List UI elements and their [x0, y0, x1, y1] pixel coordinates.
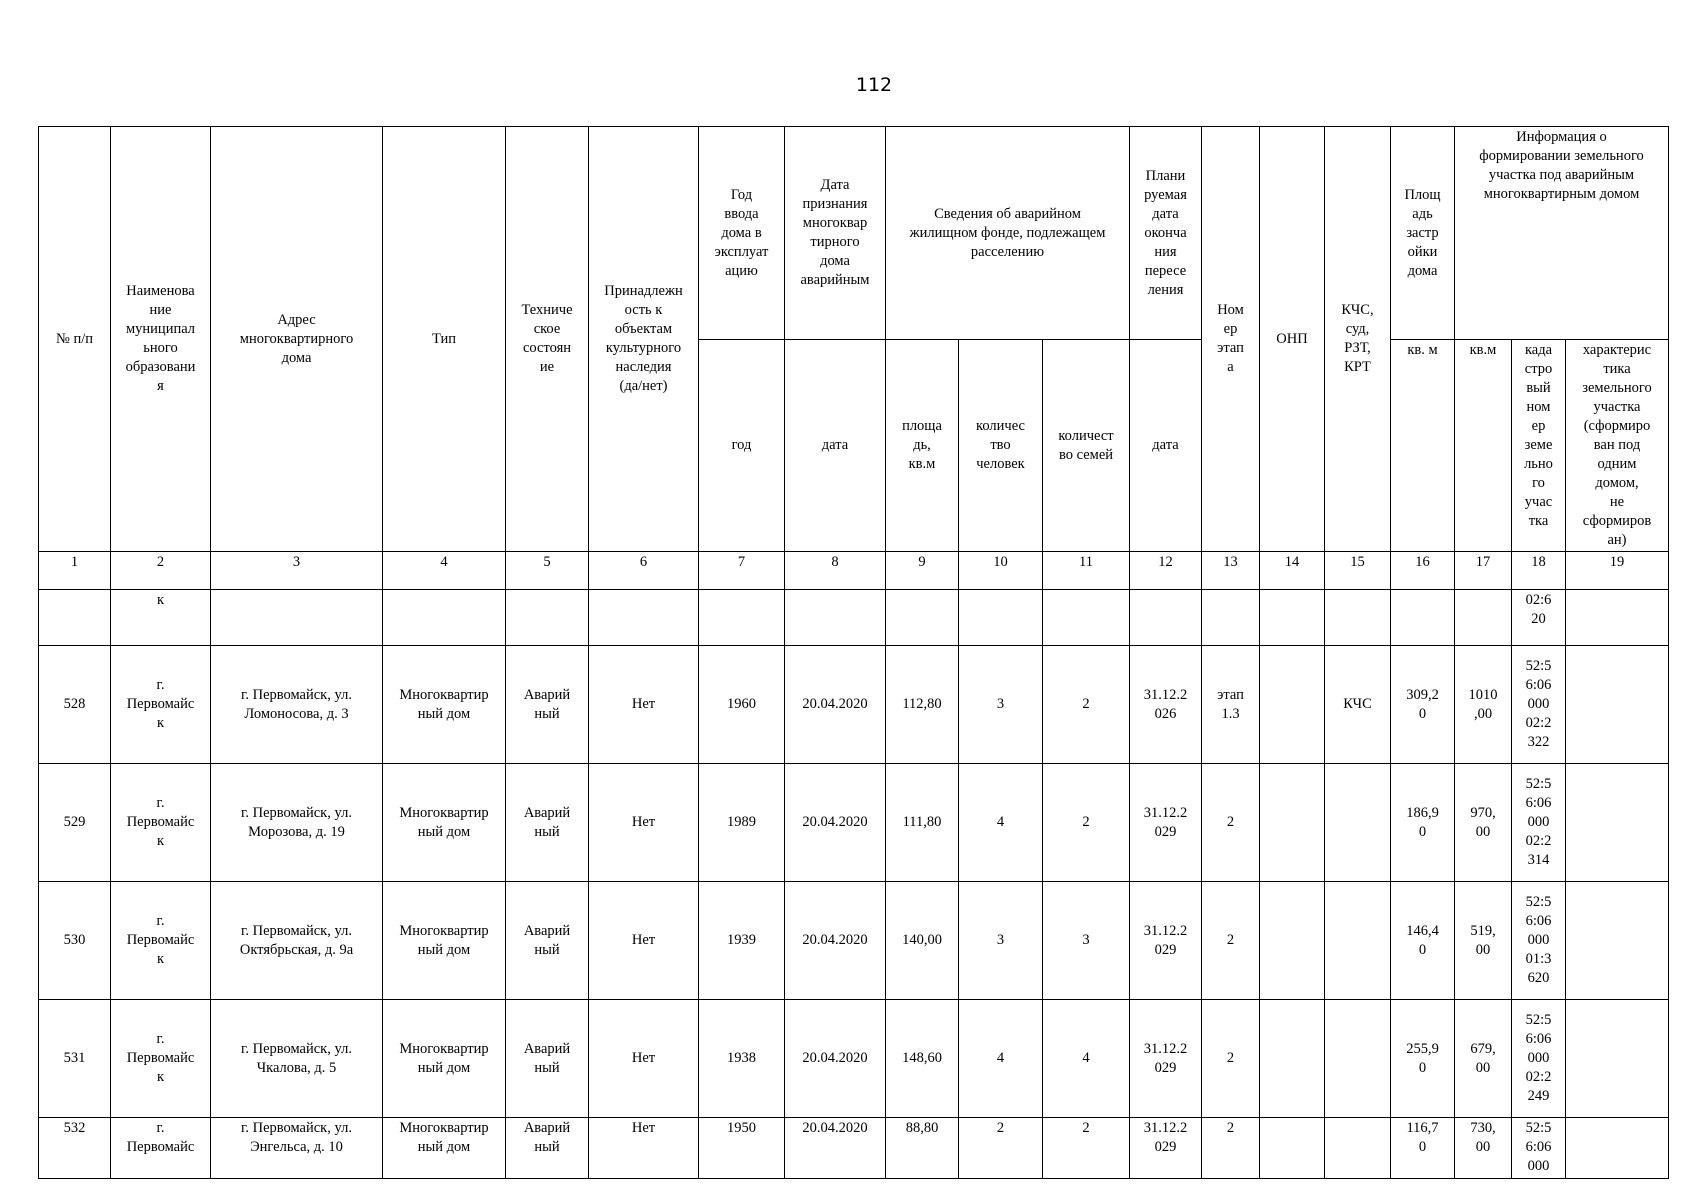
column-number: 9 [886, 552, 959, 590]
page-number: 112 [855, 74, 893, 96]
cell-heritage: Нет [589, 1000, 699, 1118]
cell-heritage: Нет [589, 764, 699, 882]
cell-families: 3 [1043, 882, 1130, 1000]
cell-area: 140,00 [886, 882, 959, 1000]
cell-type: Многоквартир ный дом [383, 1118, 506, 1179]
column-number: 11 [1043, 552, 1130, 590]
cell-address: г. Первомайск, ул. Чкалова, д. 5 [211, 1000, 383, 1118]
table-row [39, 1118, 1669, 1179]
header-commissioning-year: Год ввода дома в эксплуат ацию [699, 127, 785, 340]
cell-address: г. Первомайск, ул. Морозова, д. 19 [211, 764, 383, 882]
cell-onp [1260, 1118, 1325, 1179]
header-municipality: Наименова ние муниципал ьного образовани я [111, 127, 211, 552]
header-land-plot-group: Информация о формировании земельного участка под аварийным многоквартирным домом [1455, 127, 1669, 340]
cell-cadastral: 52:5 6:06 000 02:2 249 [1512, 1000, 1566, 1118]
cell-kchs [1325, 882, 1391, 1000]
column-number: 5 [506, 552, 589, 590]
cell-planned-date: 31.12.2 029 [1130, 882, 1202, 1000]
cell-year: 1939 [699, 882, 785, 1000]
cell-municipality: г. Первомайс [111, 1118, 211, 1179]
cell-families: 2 [1043, 764, 1130, 882]
cell-stage: этап 1.3 [1202, 646, 1260, 764]
cell-built-area: 309,2 0 [1391, 646, 1455, 764]
column-number: 15 [1325, 552, 1391, 590]
cell-planned-date: 31.12.2 029 [1130, 1118, 1202, 1179]
cell-kchs [1325, 1118, 1391, 1179]
cell-address: г. Первомайск, ул. Ломоносова, д. 3 [211, 646, 383, 764]
column-number: 17 [1455, 552, 1512, 590]
cell-planned-date: 31.12.2 029 [1130, 1000, 1202, 1118]
cell-year: 1950 [699, 1118, 785, 1179]
cell-area: 111,80 [886, 764, 959, 882]
column-number: 10 [959, 552, 1043, 590]
cell-plot-char [1566, 1000, 1669, 1118]
cell-type: Многоквартир ный дом [383, 646, 506, 764]
table-row [39, 882, 1669, 1000]
cell-persons: 4 [959, 1000, 1043, 1118]
header-address: Адрес многоквартирного дома [211, 127, 383, 552]
cell-recognized: 20.04.2020 [785, 1000, 886, 1118]
header-type: Тип [383, 127, 506, 552]
cell-persons: 2 [959, 1118, 1043, 1179]
cell-num: 529 [39, 764, 111, 882]
cell-stage: 2 [1202, 1118, 1260, 1179]
column-number: 14 [1260, 552, 1325, 590]
cell-year: 1989 [699, 764, 785, 882]
cell-kchs [1325, 764, 1391, 882]
cell-built-area: 116,7 0 [1391, 1118, 1455, 1179]
column-number: 13 [1202, 552, 1260, 590]
column-number: 16 [1391, 552, 1455, 590]
cell-plot-area: 1010 ,00 [1455, 646, 1512, 764]
column-number: 3 [211, 552, 383, 590]
cell-type: Многоквартир ный дом [383, 764, 506, 882]
cell-plot-char [1566, 1118, 1669, 1179]
column-number: 2 [111, 552, 211, 590]
subheader-area: площа дь, кв.м [886, 340, 959, 552]
header-heritage: Принадлежн ость к объектам культурного наследия (да/нет) [589, 127, 699, 552]
cell-type: Многоквартир ный дом [383, 1000, 506, 1118]
cell-plot-char [1566, 882, 1669, 1000]
cell-condition: Аварий ный [506, 646, 589, 764]
cell-onp [1260, 646, 1325, 764]
subheader-built-area-unit: кв. м [1391, 340, 1455, 552]
column-numbers-row [39, 552, 1669, 590]
header-recognition-date: Дата признания многоквар тирного дома аварийным [785, 127, 886, 340]
column-number: 18 [1512, 552, 1566, 590]
column-number: 6 [589, 552, 699, 590]
emergency-housing-table [38, 126, 1669, 1179]
cell-plot-area: 970, 00 [1455, 764, 1512, 882]
cell-condition: Аварий ный [506, 1118, 589, 1179]
header-planned-date: Плани руемая дата оконча ния пересе ления [1130, 127, 1202, 340]
table-row [39, 764, 1669, 882]
cell-plot-area: 730, 00 [1455, 1118, 1512, 1179]
subheader-planned-date: дата [1130, 340, 1202, 552]
cell-condition: Аварий ный [506, 764, 589, 882]
cell-cadastral: 52:5 6:06 000 [1512, 1118, 1566, 1179]
column-number: 7 [699, 552, 785, 590]
subheader-families: количест во семей [1043, 340, 1130, 552]
cell-plot-char [1566, 764, 1669, 882]
cell-num: 531 [39, 1000, 111, 1118]
cell-plot-area: 519, 00 [1455, 882, 1512, 1000]
cell-persons: 4 [959, 764, 1043, 882]
cell-onp [1260, 764, 1325, 882]
header-built-area: Площ адь застр ойки дома [1391, 127, 1455, 340]
header-cadastral-number: када стро вый ном ер земе льно го учас тка [1512, 340, 1566, 552]
header-emergency-fund-group: Сведения об аварийном жилищном фонде, подлежащем расселению [886, 127, 1130, 340]
cell-cadastral: 52:5 6:06 000 01:3 620 [1512, 882, 1566, 1000]
cell-built-area: 255,9 0 [1391, 1000, 1455, 1118]
header-condition: Техниче ское состоян ие [506, 127, 589, 552]
cell-address: г. Первомайск, ул. Октябрьская, д. 9а [211, 882, 383, 1000]
cell-num: 532 [39, 1118, 111, 1179]
cell-built-area: 186,9 0 [1391, 764, 1455, 882]
cell-municipality: г. Первомайс к [111, 1000, 211, 1118]
cell-heritage: Нет [589, 882, 699, 1000]
cell-area: 88,80 [886, 1118, 959, 1179]
column-number: 8 [785, 552, 886, 590]
cell-stage: 2 [1202, 1000, 1260, 1118]
cell-onp [1260, 882, 1325, 1000]
cell-cadastral: 52:5 6:06 000 02:2 314 [1512, 764, 1566, 882]
cell-type: Многоквартир ный дом [383, 882, 506, 1000]
header-plot-characteristic: характерис тика земельного участка (сформиро ван под одним домом, не сформиров ан) [1566, 340, 1669, 552]
cell-kchs: КЧС [1325, 646, 1391, 764]
cell-plot-char [1566, 646, 1669, 764]
cell-stage: 2 [1202, 882, 1260, 1000]
cell-planned-date: 31.12.2 029 [1130, 764, 1202, 882]
cell-year: 1960 [699, 646, 785, 764]
header-onp: ОНП [1260, 127, 1325, 552]
cell-condition: Аварий ный [506, 1000, 589, 1118]
table-row [39, 646, 1669, 764]
cell-area: 112,80 [886, 646, 959, 764]
cell-persons: 3 [959, 882, 1043, 1000]
subheader-year: год [699, 340, 785, 552]
column-number: 4 [383, 552, 506, 590]
cell-municipality: г. Первомайс к [111, 646, 211, 764]
cell-persons: 3 [959, 646, 1043, 764]
cell-condition: Аварий ный [506, 882, 589, 1000]
cell-num: 528 [39, 646, 111, 764]
cell-stage: 2 [1202, 764, 1260, 882]
header-kchs: КЧС, суд, РЗТ, КРТ [1325, 127, 1391, 552]
subheader-plot-area-unit: кв.м [1455, 340, 1512, 552]
subheader-date: дата [785, 340, 886, 552]
cell-cadastral: 52:5 6:06 000 02:2 322 [1512, 646, 1566, 764]
cell-planned-date: 31.12.2 026 [1130, 646, 1202, 764]
table-row-continued [39, 590, 1669, 646]
cell-recognized: 20.04.2020 [785, 646, 886, 764]
cell-year: 1938 [699, 1000, 785, 1118]
cell-num: 530 [39, 882, 111, 1000]
header-stage-number: Ном ер этап а [1202, 127, 1260, 552]
cell-cadastral: 02:6 20 [1512, 590, 1566, 646]
cell-area: 148,60 [886, 1000, 959, 1118]
column-number: 12 [1130, 552, 1202, 590]
cell-municipality: к [111, 590, 211, 646]
cell-heritage: Нет [589, 646, 699, 764]
cell-recognized: 20.04.2020 [785, 1118, 886, 1179]
subheader-persons: количес тво человек [959, 340, 1043, 552]
cell-recognized: 20.04.2020 [785, 764, 886, 882]
cell-families: 2 [1043, 646, 1130, 764]
column-number: 19 [1566, 552, 1669, 590]
header-row-number: № п/п [39, 127, 111, 552]
column-number: 1 [39, 552, 111, 590]
cell-plot-area: 679, 00 [1455, 1000, 1512, 1118]
cell-onp [1260, 1000, 1325, 1118]
cell-families: 2 [1043, 1118, 1130, 1179]
cell-families: 4 [1043, 1000, 1130, 1118]
cell-municipality: г. Первомайс к [111, 882, 211, 1000]
cell-recognized: 20.04.2020 [785, 882, 886, 1000]
cell-kchs [1325, 1000, 1391, 1118]
cell-built-area: 146,4 0 [1391, 882, 1455, 1000]
table-row [39, 1000, 1669, 1118]
cell-address: г. Первомайск, ул. Энгельса, д. 10 [211, 1118, 383, 1179]
cell-heritage: Нет [589, 1118, 699, 1179]
cell-municipality: г. Первомайс к [111, 764, 211, 882]
